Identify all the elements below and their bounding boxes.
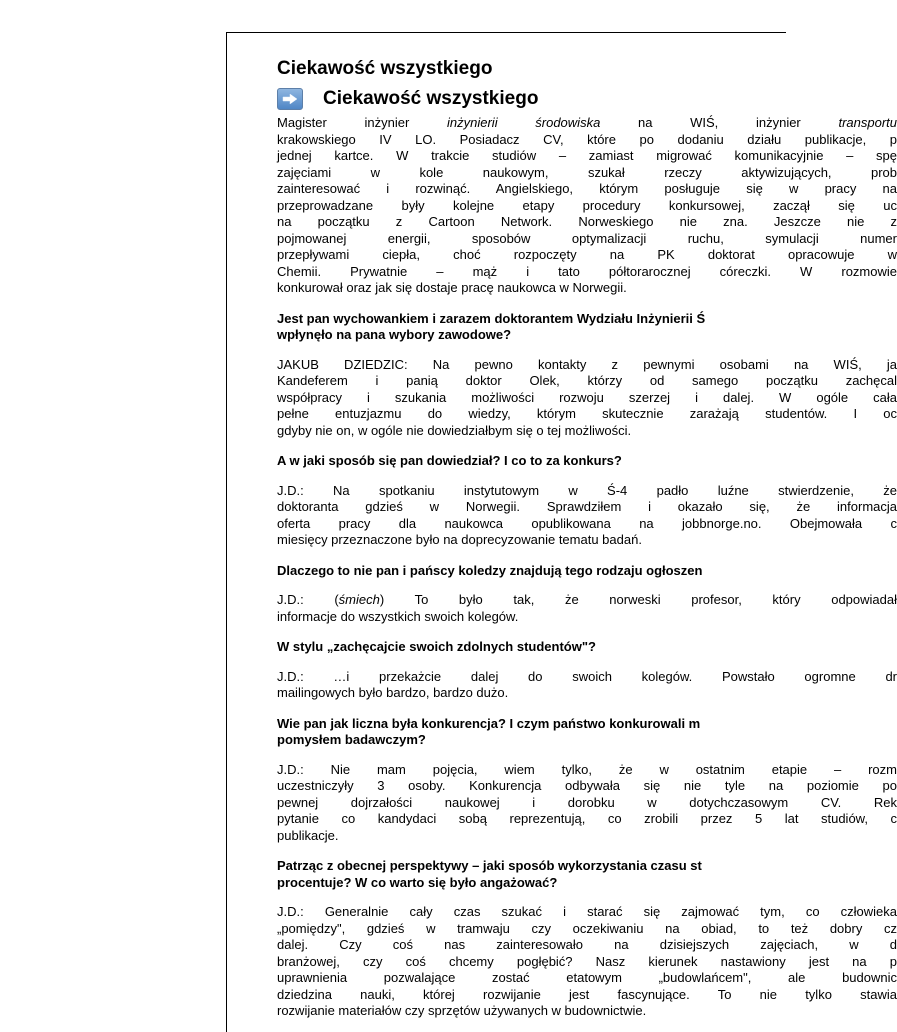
text-run: informacje do wszystkich swoich kolegów. <box>277 608 519 624</box>
italic-text: inżynierii środowiska <box>447 115 601 130</box>
text-run: Magister inżynier <box>277 115 448 130</box>
text-line <box>277 423 897 440</box>
question <box>277 563 897 580</box>
text-line <box>277 954 897 971</box>
text-line <box>277 231 897 248</box>
text-line <box>277 669 897 686</box>
document-page <box>226 32 897 1032</box>
text-run: gdyby nie on, w ogóle nie dowiedziałbym się o tej możliwości. <box>277 422 632 438</box>
intro-paragraph <box>277 115 897 297</box>
text-run: jednej kartce. W trakcie studiów – zamiast migrować komunikacyjnie – spę <box>277 148 897 163</box>
text-run: uczestniczyły 3 osoby. Konkurencja odbywała się nie tyle na poziomie po <box>277 778 897 793</box>
question <box>277 453 897 470</box>
text-run: uprawnienia pozwalające zostać etatowym „budowlańcem", ale budownic <box>277 970 897 985</box>
answer <box>277 357 897 440</box>
text-line <box>277 987 897 1004</box>
text-run: dziedzina nauki, której rozwijanie jest fascynujące. To nie tylko stawia <box>277 986 897 1002</box>
question <box>277 311 897 344</box>
arrow-right-icon <box>277 88 303 110</box>
answer <box>277 904 897 1020</box>
text-line <box>277 115 897 132</box>
text-line <box>277 685 897 702</box>
answer <box>277 669 897 702</box>
question <box>277 716 897 749</box>
text-run: pewnej dojrzałości naukowej i dorobku w dotychczasowym CV. Rek <box>277 794 897 810</box>
text-line <box>277 795 897 812</box>
question-line: Patrząc z obecnej perspektywy – jaki sposób wykorzystania czasu st <box>277 858 702 873</box>
text-line <box>277 357 897 374</box>
page-title: Ciekawość wszystkiego <box>277 58 493 79</box>
text-line <box>277 264 897 281</box>
text-run: J.D.: …i przekażcie dalej do swoich kolegów. Powstało ogromne dr <box>277 668 897 684</box>
article <box>277 57 897 1020</box>
text-run: konkurował oraz jak się dostaje pracę naukowca w Norwegii. <box>277 280 627 295</box>
text-line <box>277 148 897 165</box>
question-line: pomysłem badawczym? <box>277 732 426 747</box>
text-run: krakowskiego IV LO. Posiadacz CV, które po dodaniu działu publikacje, p <box>277 131 897 147</box>
text-line <box>277 921 897 938</box>
text-run: „pomiędzy", gdzieś w tramwaju czy oczekiwaniu na obiad, to też dobry cz <box>277 920 897 936</box>
text-run: Chemii. Prywatnie – mąż i tato półtorarocznej córeczki. W rozmowie <box>277 263 897 279</box>
text-run: J.D.: Nie mam pojęcia, wiem tylko, że w ostatnim etapie – rozm <box>277 761 897 777</box>
subtitle: Ciekawość wszystkiego <box>323 88 539 109</box>
text-run: J.D.: Na spotkaniu instytutowym w Ś-4 padło luźne stwierdzenie, że <box>277 482 897 498</box>
text-line <box>277 198 897 215</box>
text-line <box>277 904 897 921</box>
subtitle-row <box>277 85 897 113</box>
text-line <box>277 970 897 987</box>
text-line <box>277 499 897 516</box>
question-line: A w jaki sposób się pan dowiedział? I co to za konkurs? <box>277 453 622 468</box>
text-line <box>277 937 897 954</box>
italic-text: transportu <box>838 115 897 130</box>
text-line <box>277 165 897 182</box>
text-line <box>277 532 897 549</box>
text-run: na początku z Cartoon Network. Norweskiego nie zna. Jeszcze nie z <box>277 214 897 229</box>
text-run: pojmowanej energii, sposobów optymalizacji ruchu, symulacji numer <box>277 230 897 246</box>
text-line <box>277 483 897 500</box>
question-line: Dlaczego to nie pan i pańscy koledzy znajdują tego rodzaju ogłoszen <box>277 562 703 578</box>
question <box>277 639 897 656</box>
text-line <box>277 247 897 264</box>
text-run: pytanie co kandydaci sobą reprezentują, co zrobili przez 5 lat studiów, c <box>277 811 897 826</box>
text-run: branżowej, czy coś chcemy pogłębić? Nasz kierunek nastawiony jest na p <box>277 953 897 969</box>
text-line <box>277 609 897 626</box>
text-run: przeprowadzane były kolejne etapy procedury konkursowej, zaczął się uc <box>277 197 897 213</box>
text-run: J.D.: ( <box>277 592 339 607</box>
text-run: współpracy i szukania możliwości rozwoju szerzej i dalej. W ogóle cała <box>277 389 897 405</box>
answer <box>277 483 897 549</box>
answer <box>277 592 897 625</box>
text-run: publikacje. <box>277 827 339 843</box>
question-line: Wie pan jak liczna była konkurencja? I czym państwo konkurowali m <box>277 715 701 731</box>
interview <box>277 311 897 1020</box>
text-line <box>277 516 897 533</box>
text-line <box>277 778 897 795</box>
question <box>277 858 897 891</box>
text-line <box>277 280 897 297</box>
question-line: W stylu „zachęcajcie swoich zdolnych studentów"? <box>277 639 596 654</box>
text-line <box>277 811 897 828</box>
text-line <box>277 214 897 231</box>
text-run: przepływami ciepła, choć rozpoczęty na PK doktorat opracowuje w <box>277 247 897 262</box>
text-run: zajęciami w kole naukowym, szukał rzeczy aktywizujących, prob <box>277 164 897 180</box>
text-line <box>277 390 897 407</box>
text-line <box>277 181 897 198</box>
text-run: JAKUB DZIEDZIC: Na pewno kontakty z pewnymi osobami na WIŚ, ja <box>277 356 897 372</box>
text-line <box>277 406 897 423</box>
text-line <box>277 1003 897 1020</box>
text-run: pełne entuzjazmu do wiedzy, którym skutecznie zarażają studentów. I oc <box>277 406 897 421</box>
text-run: ) To było tak, że norweski profesor, który odpowiadał <box>379 592 897 607</box>
text-run: J.D.: Generalnie cały czas szukać i starać się zajmować tym, co człowieka <box>277 904 897 919</box>
text-run: Kandeferem i panią doktor Olek, którzy od samego początku zachęcal <box>277 373 897 388</box>
text-run: doktoranta gdzieś w Norwegii. Sprawdziłem i okazało się, że informacja <box>277 499 897 514</box>
answer <box>277 762 897 845</box>
question-line: wpłynęło na pana wybory zawodowe? <box>277 327 512 342</box>
text-line <box>277 828 897 845</box>
question-line: Jest pan wychowankiem i zarazem doktorantem Wydziału Inżynierii Ś <box>277 310 706 326</box>
text-run: rozwijanie materiałów czy sprzętów używanych w budownictwie. <box>277 1003 647 1018</box>
question-line: procentuje? W co warto się było angażować? <box>277 874 558 890</box>
italic-text: śmiech <box>338 592 380 607</box>
text-run: mailingowych było bardzo, bardzo dużo. <box>277 685 509 700</box>
text-line <box>277 762 897 779</box>
text-line <box>277 373 897 390</box>
text-line <box>277 132 897 149</box>
text-run: na WIŚ, inżynier <box>600 115 839 130</box>
text-run: dalej. Czy coś nas zainteresowało na dzisiejszych zajęciach, w d <box>277 937 897 952</box>
text-line <box>277 592 897 609</box>
text-run: oferta pracy dla naukowca opublikowana na jobbnorge.no. Obejmowała c <box>277 515 897 531</box>
text-run: zainteresować i rozwinąć. Angielskiego, którym posługuje się w pracy na <box>277 181 897 196</box>
text-run: miesięcy przeznaczone było na doprecyzowanie tematu badań. <box>277 532 642 547</box>
